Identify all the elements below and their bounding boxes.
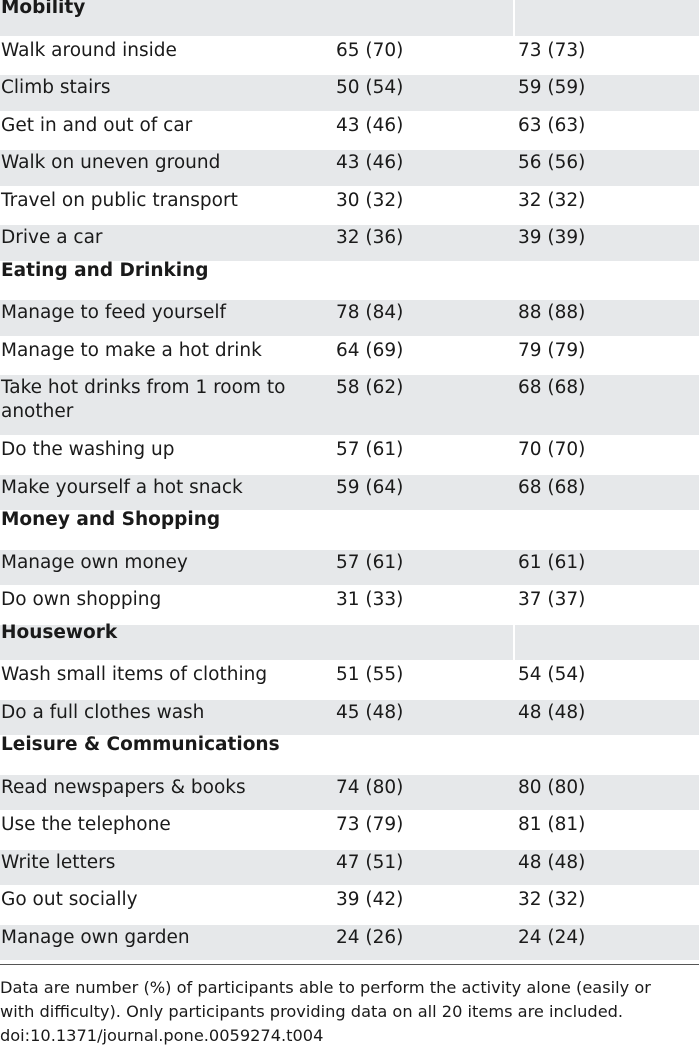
value-col2: 48 (48) <box>518 851 586 873</box>
value-col1: 50 (54) <box>336 77 404 98</box>
table-row <box>0 925 699 963</box>
value-col2: 32 (32) <box>518 189 586 211</box>
table-row <box>0 38 699 76</box>
section-label: Housework <box>1 621 118 643</box>
value-col2: 56 (56) <box>518 152 586 173</box>
table-row <box>0 700 699 738</box>
value-col2: 79 (79) <box>518 339 586 361</box>
value-col1: 59 (64) <box>336 476 404 498</box>
activity-label: Manage to make a hot drink <box>1 339 262 361</box>
activity-label: Do own shopping <box>1 589 162 610</box>
value-col1: 31 (33) <box>336 589 404 610</box>
value-col1: 57 (61) <box>336 551 404 573</box>
table-row <box>0 375 699 437</box>
table-row <box>0 225 699 263</box>
activity-label: Use the telephone <box>1 814 171 835</box>
section-label: Money and Shopping <box>1 509 221 530</box>
value-col1: 78 (84) <box>336 302 404 323</box>
activity-label: Manage to feed yourself <box>1 302 226 323</box>
section-label: Leisure & Communications <box>1 734 280 755</box>
value-col1: 58 (62) <box>336 377 404 398</box>
table-bottom-rule <box>0 964 699 965</box>
activity-label: Write letters <box>1 851 116 873</box>
table-row <box>0 775 699 813</box>
table-row <box>0 850 699 888</box>
table-row <box>0 475 699 513</box>
value-col2: 48 (48) <box>518 701 586 723</box>
table-row <box>0 812 699 850</box>
table-row <box>0 587 699 625</box>
section-header-row <box>0 259 699 301</box>
value-col2: 37 (37) <box>518 589 586 610</box>
value-col1: 47 (51) <box>336 851 404 873</box>
value-col1: 39 (42) <box>336 889 404 910</box>
value-col2: 68 (68) <box>518 377 586 398</box>
footnote-doi: doi:10.1371/journal.pone.0059274.t004 <box>0 1026 324 1045</box>
value-col1: 43 (46) <box>336 114 404 136</box>
value-col2: 68 (68) <box>518 476 586 498</box>
footnote-line-1: Data are number (%) of participants able to perform the activity alone (easily or <box>0 978 651 997</box>
table-row <box>0 150 699 188</box>
table-row <box>0 550 699 588</box>
column-separator <box>513 512 515 548</box>
activity-label: Climb stairs <box>1 77 111 98</box>
value-col2: 73 (73) <box>518 39 586 61</box>
value-col1: 43 (46) <box>336 152 404 173</box>
activity-label: Travel on public transport <box>1 189 238 211</box>
column-separator <box>513 625 515 661</box>
activity-label: Do a full clothes wash <box>1 701 205 723</box>
table-row <box>0 437 699 475</box>
section-label: Mobility <box>1 0 86 18</box>
section-header-row <box>0 621 699 663</box>
table-row <box>0 300 699 338</box>
table-row <box>0 188 699 226</box>
activity-label: Take hot drinks from 1 room to another <box>1 377 286 422</box>
table-row <box>0 887 699 925</box>
value-col1: 57 (61) <box>336 439 404 460</box>
table-row <box>0 113 699 151</box>
value-col1: 74 (80) <box>336 776 404 798</box>
section-header-row <box>0 0 699 38</box>
table-footnote <box>0 976 699 1048</box>
value-col2: 59 (59) <box>518 77 586 98</box>
activity-label: Manage own money <box>1 551 188 573</box>
value-col2: 80 (80) <box>518 776 586 798</box>
activity-label: Go out socially <box>1 889 138 910</box>
section-label: Eating and Drinking <box>1 259 209 281</box>
value-col2: 39 (39) <box>518 227 586 248</box>
value-col2: 24 (24) <box>518 926 586 948</box>
value-col1: 64 (69) <box>336 339 404 361</box>
activity-label: Walk around inside <box>1 39 177 61</box>
table-row <box>0 338 699 376</box>
activity-label: Get in and out of car <box>1 114 193 136</box>
activity-label: Walk on uneven ground <box>1 152 221 173</box>
section-header-row <box>0 509 699 550</box>
value-col2: 54 (54) <box>518 664 586 685</box>
value-col1: 45 (48) <box>336 701 404 723</box>
value-col2: 61 (61) <box>518 551 586 573</box>
activity-label: Do the washing up <box>1 439 175 460</box>
value-col1: 65 (70) <box>336 39 404 61</box>
table-row <box>0 662 699 700</box>
footnote-line-2: with difficulty). Only participants providing data on all 20 items are included. <box>0 1002 624 1021</box>
value-col2: 63 (63) <box>518 114 586 136</box>
activity-label: Read newspapers & books <box>1 776 246 798</box>
column-separator <box>513 737 515 773</box>
value-col2: 81 (81) <box>518 814 586 835</box>
table-row <box>0 75 699 113</box>
value-col2: 70 (70) <box>518 439 586 460</box>
activity-label: Drive a car <box>1 227 103 248</box>
value-col2: 32 (32) <box>518 889 586 910</box>
activity-label: Make yourself a hot snack <box>1 476 243 498</box>
column-separator <box>513 0 515 36</box>
value-col1: 73 (79) <box>336 814 404 835</box>
value-col2: 88 (88) <box>518 302 586 323</box>
column-separator <box>513 263 515 299</box>
value-col1: 24 (26) <box>336 926 404 948</box>
activity-label: Wash small items of clothing <box>1 664 268 685</box>
value-col1: 51 (55) <box>336 664 404 685</box>
value-col1: 32 (36) <box>336 227 404 248</box>
section-header-row <box>0 734 699 775</box>
activity-label: Manage own garden <box>1 926 190 948</box>
value-col1: 30 (32) <box>336 189 404 211</box>
